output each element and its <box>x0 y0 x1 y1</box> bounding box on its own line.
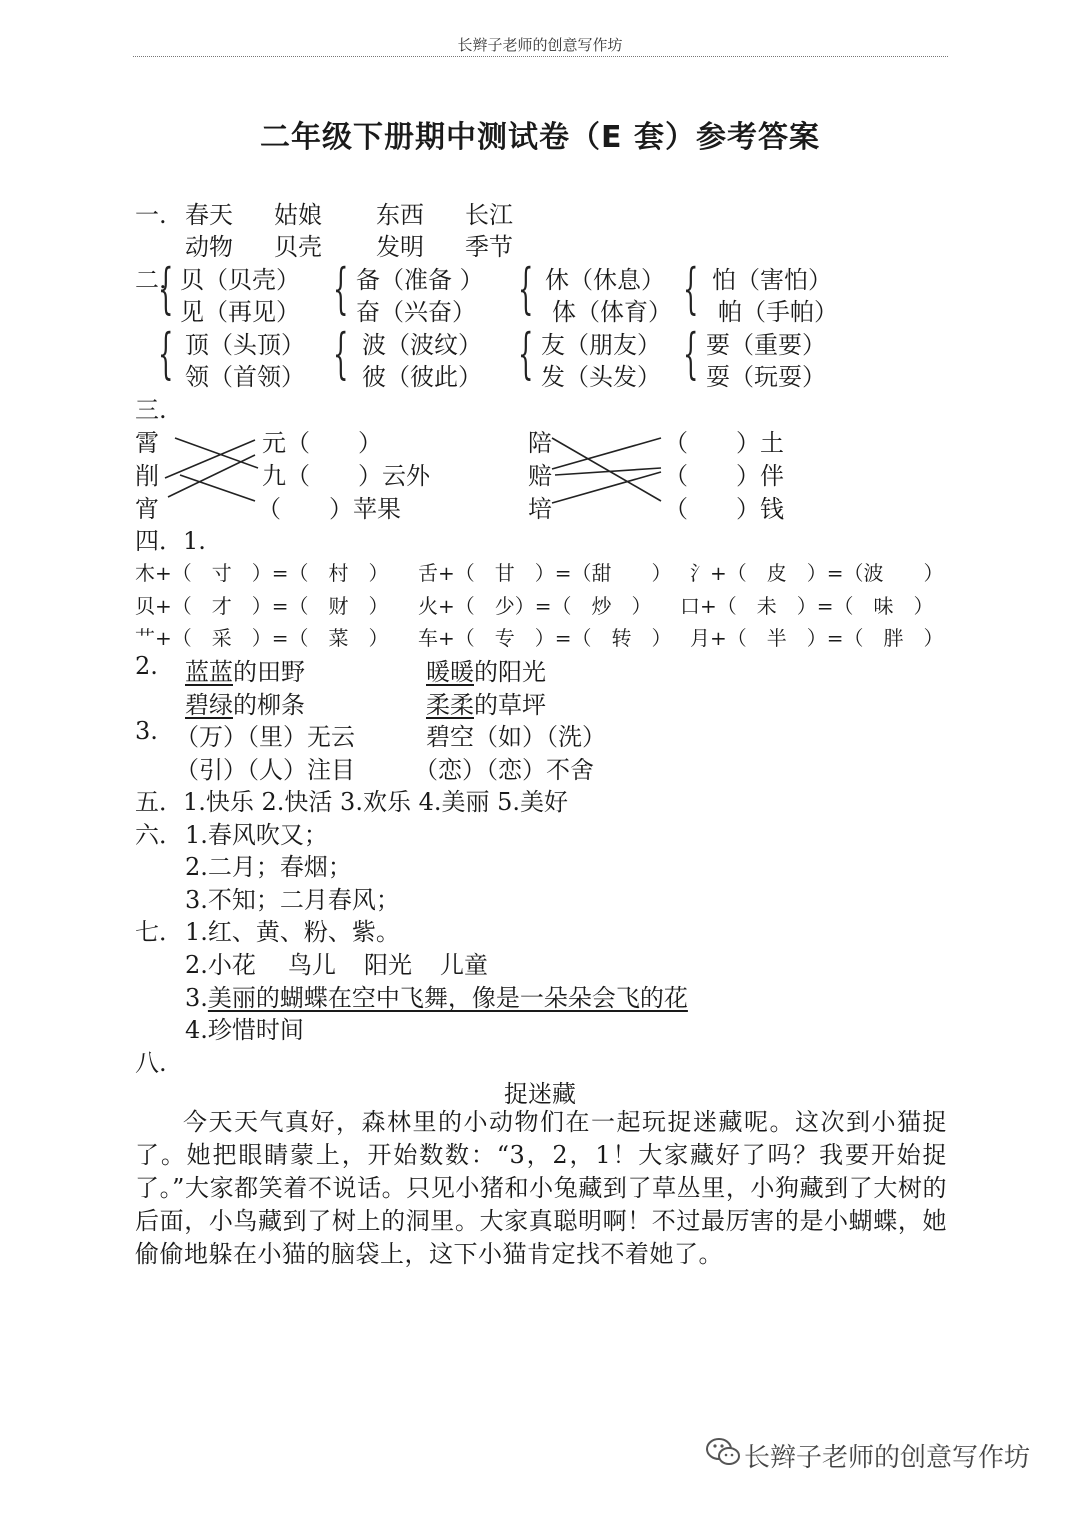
s2-pair-item: 备（准备 ） <box>356 266 484 294</box>
s2-pair-item: 休（休息） <box>545 266 665 294</box>
brace-icon: { <box>683 257 699 320</box>
s4-equation: 贝+（ 才 ）=（ 财 ） <box>135 594 389 618</box>
s3-left-char: 削 <box>135 462 159 490</box>
s4-q2-item: 暖暖的阳光 <box>426 658 546 686</box>
s2-pair-item: 波（波纹） <box>362 331 482 359</box>
s1-word: 春天 <box>185 201 233 229</box>
s4-q3-item: （恋）（恋）不舍 <box>414 756 594 784</box>
s4-q2-item: 碧绿的柳条 <box>185 691 305 719</box>
s7-word: 阳光 <box>364 951 412 979</box>
s7-line: 4.珍惜时间 <box>185 1016 304 1044</box>
s2-pair-item: 见（再见） <box>180 298 300 326</box>
s6-line: 2.二月；春烟； <box>185 853 352 881</box>
s2-pair-item: 贝（贝壳） <box>180 266 300 294</box>
s4-q3-item: （万）（里）无云 <box>175 723 355 751</box>
s3-right-target: （ ）土 <box>664 429 784 457</box>
section-3-label: 三. <box>135 396 167 424</box>
section-2-label: 二. <box>135 266 167 294</box>
s3-right-char: 培 <box>528 495 552 523</box>
s7-word: 儿童 <box>440 951 488 979</box>
s2-pair-item: 发（头发） <box>541 363 661 391</box>
s2-pair-item: 彼（彼此） <box>362 363 482 391</box>
s2-pair-item: 帕（手帕） <box>718 298 838 326</box>
s4-equation: 车+（ 专 ）=（ 转 ） <box>418 626 672 650</box>
s2-pair-item: 顶（头顶） <box>185 331 305 359</box>
brace-icon: { <box>158 257 174 320</box>
s4-equation: 舌+（ 甘 ）=（甜 ） <box>418 561 672 585</box>
s4-q3-label: 3. <box>135 717 158 745</box>
match-line <box>165 440 255 478</box>
s3-right-char: 赔 <box>528 462 552 490</box>
s2-pair-item: 领（首领） <box>185 363 305 391</box>
s6-line: 1.春风吹又； <box>185 821 328 849</box>
section-4-label: 四．1. <box>135 527 206 555</box>
brace-icon: { <box>333 322 349 385</box>
section-7-label: 七． <box>135 918 183 946</box>
s3-left-target: 九（ ）云外 <box>262 462 430 490</box>
s2-pair-item: 体（体育） <box>552 298 672 326</box>
s1-word: 东西 <box>376 201 424 229</box>
s4-equation: 月+（ 半 ）=（ 胖 ） <box>690 626 944 650</box>
match-line <box>552 472 661 503</box>
s4-equation: 火+（ 少）=（ 炒 ） <box>418 594 652 618</box>
s7-word: 鸟儿 <box>288 951 336 979</box>
s4-q2-label: 2. <box>135 652 158 680</box>
s2-pair-item: 要（重要） <box>706 331 826 359</box>
s3-left-target: 元（ ） <box>262 429 382 457</box>
s2-pair-item: 耍（玩耍） <box>706 363 826 391</box>
brace-icon: { <box>518 257 534 320</box>
footer-watermark: 长辫子老师的创意写作坊 <box>744 1443 1031 1473</box>
section-5-line: 五．1.快乐 2.快活 3.欢乐 4.美丽 5.美好 <box>135 788 569 816</box>
story-title: 捉迷藏 <box>504 1080 576 1108</box>
s4-equation: 氵+（ 皮 ）=（波 ） <box>690 561 944 585</box>
brace-icon: { <box>518 322 534 385</box>
s2-pair-item: 奋（兴奋） <box>356 298 476 326</box>
s4-equation: 艹+（ 采 ）=（ 菜 ） <box>135 626 389 650</box>
s1-word: 长江 <box>465 201 513 229</box>
s4-q2-item: 柔柔的草坪 <box>426 691 546 719</box>
s4-q2-item: 蓝蓝的田野 <box>185 658 305 686</box>
s3-right-char: 陪 <box>528 429 552 457</box>
match-line <box>180 475 255 501</box>
s3-left-target: （ ）苹果 <box>257 495 401 523</box>
s1-word: 动物 <box>185 233 233 261</box>
section-8-label: 八. <box>135 1049 167 1077</box>
page-title: 二年级下册期中测试卷（E 套）参考答案 <box>260 120 820 155</box>
s3-right-target: （ ）伴 <box>664 462 784 490</box>
s4-q3-item: （引）（人）注目 <box>175 756 355 784</box>
s2-pair-item: 怕（害怕） <box>712 266 832 294</box>
page-header: 长辫子老师的创意写作坊 <box>457 36 623 54</box>
story-paragraph: 今天天气真好，森林里的小动物们在一起玩捉迷藏呢。这次到小猫捉了。她把眼睛蒙上，开始数数：“3，2，1！大家藏好了吗？我要开始捉了。”大家都笑着不说话。只见小猪和小兔藏到了草丛里，小狗藏到了大树的后面，小鸟藏到了树上的洞里。大家真聪明啊！不过最厉害的是小蝴蝶，她偷偷地躲在小猫的脑袋上，这下小猫肯定找不着她了。 <box>135 1108 947 1268</box>
s4-equation: 木+（ 寸 ）=（ 村 ） <box>135 561 389 585</box>
s1-word: 贝壳 <box>274 233 322 261</box>
s3-left-char: 宵 <box>135 495 159 523</box>
wechat-icon <box>705 1436 741 1468</box>
s1-word: 季节 <box>465 233 513 261</box>
brace-icon: { <box>158 322 174 385</box>
brace-icon: { <box>683 322 699 385</box>
s1-word: 姑娘 <box>274 201 322 229</box>
s7-line: 3.美丽的蝴蝶在空中飞舞，像是一朵朵会飞的花 <box>185 984 688 1012</box>
s4-equation: 口+（ 未 ）=（ 味 ） <box>680 594 934 618</box>
match-line <box>552 438 661 469</box>
section-6-label: 六． <box>135 821 183 849</box>
section-1-label: 一. <box>135 201 167 229</box>
match-line <box>555 468 661 475</box>
s2-pair-item: 友（朋友） <box>541 331 661 359</box>
match-line <box>175 438 258 468</box>
s3-left-char: 霄 <box>135 429 159 457</box>
s1-word: 发明 <box>376 233 424 261</box>
s6-line: 3.不知；二月春风； <box>185 886 400 914</box>
brace-icon: { <box>333 257 349 320</box>
s7-word: 2.小花 <box>185 951 256 979</box>
s4-q3-item: 碧空（如）（洗） <box>426 723 606 751</box>
s3-right-target: （ ）钱 <box>664 495 784 523</box>
s7-line: 1.红、黄、粉、紫。 <box>185 918 400 946</box>
